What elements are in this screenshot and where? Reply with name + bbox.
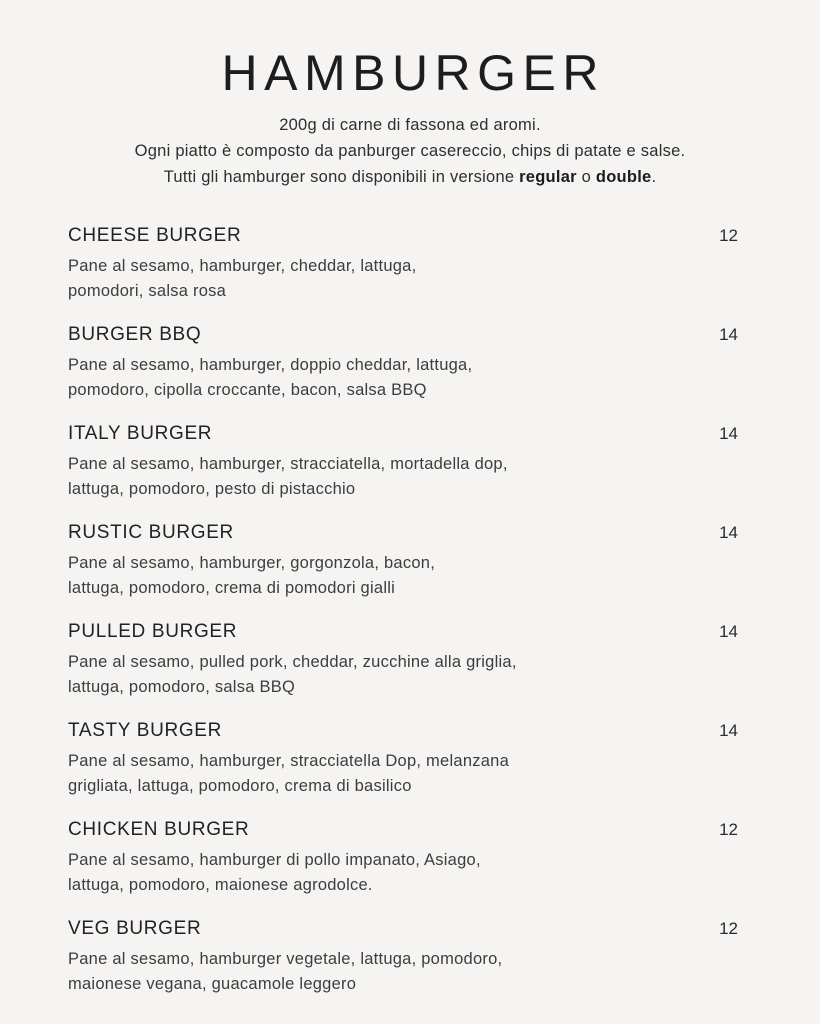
item-price: 12 [719, 820, 738, 839]
subtitle-line-3-prefix: Tutti gli hamburger sono disponibili in versione [163, 168, 520, 186]
item-description-line: lattuga, pomodoro, maionese agrodolce. [68, 876, 373, 894]
item-description [68, 551, 738, 601]
item-description-line: Pane al sesamo, hamburger vegetale, lattuga, pomodoro, [68, 950, 503, 968]
item-header [68, 618, 738, 646]
menu-item-cheese-burger [68, 222, 738, 304]
item-price: 14 [719, 424, 738, 443]
subtitle-line-2: Ogni piatto è composto da panburger casereccio, chips di patate e salse. [134, 142, 686, 160]
menu-item-burger-bbq [68, 321, 738, 403]
item-price: 12 [719, 226, 738, 245]
item-description [68, 848, 738, 898]
item-header [68, 420, 738, 448]
menu-item-italy-burger [68, 420, 738, 502]
item-price: 14 [719, 622, 738, 641]
item-description-line: lattuga, pomodoro, crema di pomodori gialli [68, 579, 396, 597]
item-header [68, 717, 738, 745]
menu-header [0, 44, 820, 190]
menu-item-chicken-burger [68, 816, 738, 898]
item-name: RUSTIC BURGER [68, 522, 234, 543]
item-description-line: Pane al sesamo, hamburger, stracciatella Dop, melanzana [68, 752, 510, 770]
item-description [68, 749, 738, 799]
item-description [68, 254, 738, 304]
item-description [68, 353, 738, 403]
menu-item-pulled-burger [68, 618, 738, 700]
item-description-line: pomodori, salsa rosa [68, 282, 227, 300]
item-description [68, 650, 738, 700]
menu-subtitle [0, 112, 820, 190]
item-description-line: maionese vegana, guacamole leggero [68, 975, 357, 993]
item-price: 12 [719, 919, 738, 938]
subtitle-line-3 [0, 164, 820, 190]
item-name: CHEESE BURGER [68, 225, 242, 246]
subtitle-line-3-middle: o [576, 168, 596, 186]
item-header [68, 816, 738, 844]
item-description [68, 947, 738, 997]
item-description-line: Pane al sesamo, hamburger di pollo impanato, Asiago, [68, 851, 481, 869]
item-description-line: lattuga, pomodoro, salsa BBQ [68, 678, 296, 696]
item-header [68, 222, 738, 250]
item-description [68, 452, 738, 502]
item-header [68, 321, 738, 349]
page-title: HAMBURGER [221, 45, 606, 101]
item-name: TASTY BURGER [68, 720, 223, 741]
menu-item-rustic-burger [68, 519, 738, 601]
item-name: VEG BURGER [68, 918, 202, 939]
item-description-line: pomodoro, cipolla croccante, bacon, salsa BBQ [68, 381, 427, 399]
item-price: 14 [719, 523, 738, 542]
item-header [68, 519, 738, 547]
item-description-line: Pane al sesamo, hamburger, cheddar, lattuga, [68, 257, 417, 275]
item-description-line: Pane al sesamo, hamburger, doppio cheddar, lattuga, [68, 356, 473, 374]
subtitle-double-label: double [595, 168, 652, 186]
item-description-line: grigliata, lattuga, pomodoro, crema di basilico [68, 777, 412, 795]
item-description-line: Pane al sesamo, hamburger, gorgonzola, bacon, [68, 554, 436, 572]
subtitle-regular-label: regular [519, 168, 577, 186]
menu-item-list [68, 222, 738, 997]
item-name: ITALY BURGER [68, 423, 213, 444]
menu-item-veg-burger [68, 915, 738, 997]
item-description-line: Pane al sesamo, hamburger, stracciatella, mortadella dop, [68, 455, 508, 473]
subtitle-line-1: 200g di carne di fassona ed aromi. [279, 116, 541, 134]
item-description-line: lattuga, pomodoro, pesto di pistacchio [68, 480, 356, 498]
item-name: CHICKEN BURGER [68, 819, 250, 840]
item-name: PULLED BURGER [68, 621, 238, 642]
item-header [68, 915, 738, 943]
menu-item-tasty-burger [68, 717, 738, 799]
subtitle-line-3-suffix: . [651, 168, 657, 186]
item-price: 14 [719, 721, 738, 740]
item-description-line: Pane al sesamo, pulled pork, cheddar, zucchine alla griglia, [68, 653, 517, 671]
item-price: 14 [719, 325, 738, 344]
item-name: BURGER BBQ [68, 324, 202, 345]
